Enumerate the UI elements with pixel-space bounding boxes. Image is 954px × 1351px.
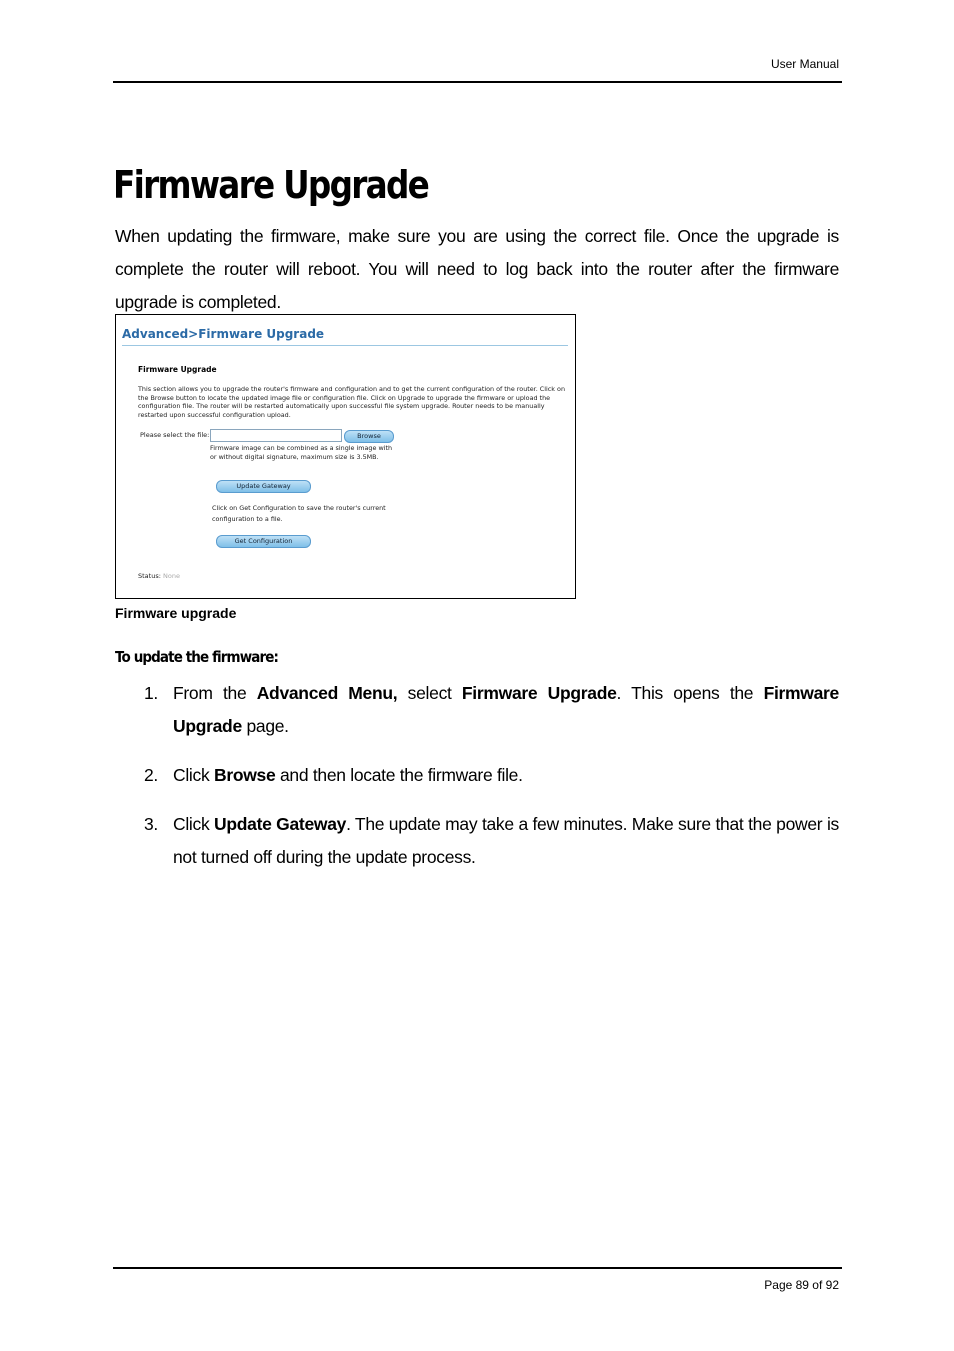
page-number: Page 89 of 92 — [764, 1278, 839, 1292]
update-gateway-button[interactable]: Update Gateway — [216, 480, 311, 493]
step-text: Click — [173, 814, 215, 834]
step-text: select — [397, 683, 462, 703]
step-text: . This opens the — [616, 683, 764, 703]
step-number: 1. — [144, 683, 158, 703]
step-item — [115, 759, 839, 792]
step-number: 3. — [144, 814, 158, 834]
step-text: . The update may take a few minutes. Make sure that the power is not turned off during the update process. — [173, 814, 839, 867]
step-text: page. — [241, 716, 289, 736]
status-value: None — [162, 572, 180, 580]
step-number: 2. — [144, 765, 158, 785]
browse-button[interactable]: Browse — [344, 430, 394, 443]
footer-rule — [113, 1267, 842, 1269]
file-select-label: Please select the file: — [140, 431, 210, 439]
step-text: and then locate the firmware file. — [275, 765, 523, 785]
step-item — [115, 808, 839, 874]
file-input[interactable] — [210, 429, 342, 442]
page-title: Firmware Upgrade — [113, 163, 429, 207]
firmware-upgrade-screenshot — [115, 314, 576, 599]
status-label: Status: — [138, 572, 161, 580]
firmware-size-note: Firmware image can be combined as a single image with or without digital signature, maximum size is 3.5MB. — [210, 444, 393, 461]
steps-heading: To update the firmware: — [115, 648, 278, 666]
step-text: Click — [173, 765, 214, 785]
intro-paragraph: When updating the firmware, make sure you are using the correct file. Once the upgrade is complete the router will reboot. You will need to log back into the router after the firmware upgrade is completed. — [115, 226, 839, 312]
step-bold-text: Browse — [213, 765, 276, 785]
step-item — [115, 677, 839, 743]
step-bold-text: Advanced Menu, — [256, 683, 398, 703]
screenshot-description: This section allows you to upgrade the router's firmware and configuration and to get the current configuration of the router. Click on the Browse button to locate the updated image file or configuration file. Click on Upgrade to upgrade the firmware or upload the configuration file. The router will be restarted automatically upon successful file system upgrade. Router needs to be manually restarted upon successful configuration upload. — [138, 385, 566, 419]
status-line — [138, 572, 180, 580]
step-bold-text: Update Gateway — [214, 814, 347, 834]
steps-list — [115, 677, 839, 874]
screenshot-section-heading: Firmware Upgrade — [138, 365, 217, 374]
screenshot-title-rule — [122, 345, 568, 346]
get-configuration-button[interactable]: Get Configuration — [216, 535, 311, 548]
header-rule — [113, 81, 842, 83]
step-bold-text: Firmware Upgrade — [461, 683, 617, 703]
step-text: From the — [173, 683, 257, 703]
step-bold-text: Firmware Upgrade — [173, 683, 839, 736]
header-label: User Manual — [770, 57, 839, 71]
figure-caption: Firmware upgrade — [115, 605, 237, 621]
screenshot-title: Advanced>Firmware Upgrade — [122, 327, 325, 341]
get-configuration-text: Click on Get Configuration to save the router's current configuration to a file. — [212, 504, 386, 523]
